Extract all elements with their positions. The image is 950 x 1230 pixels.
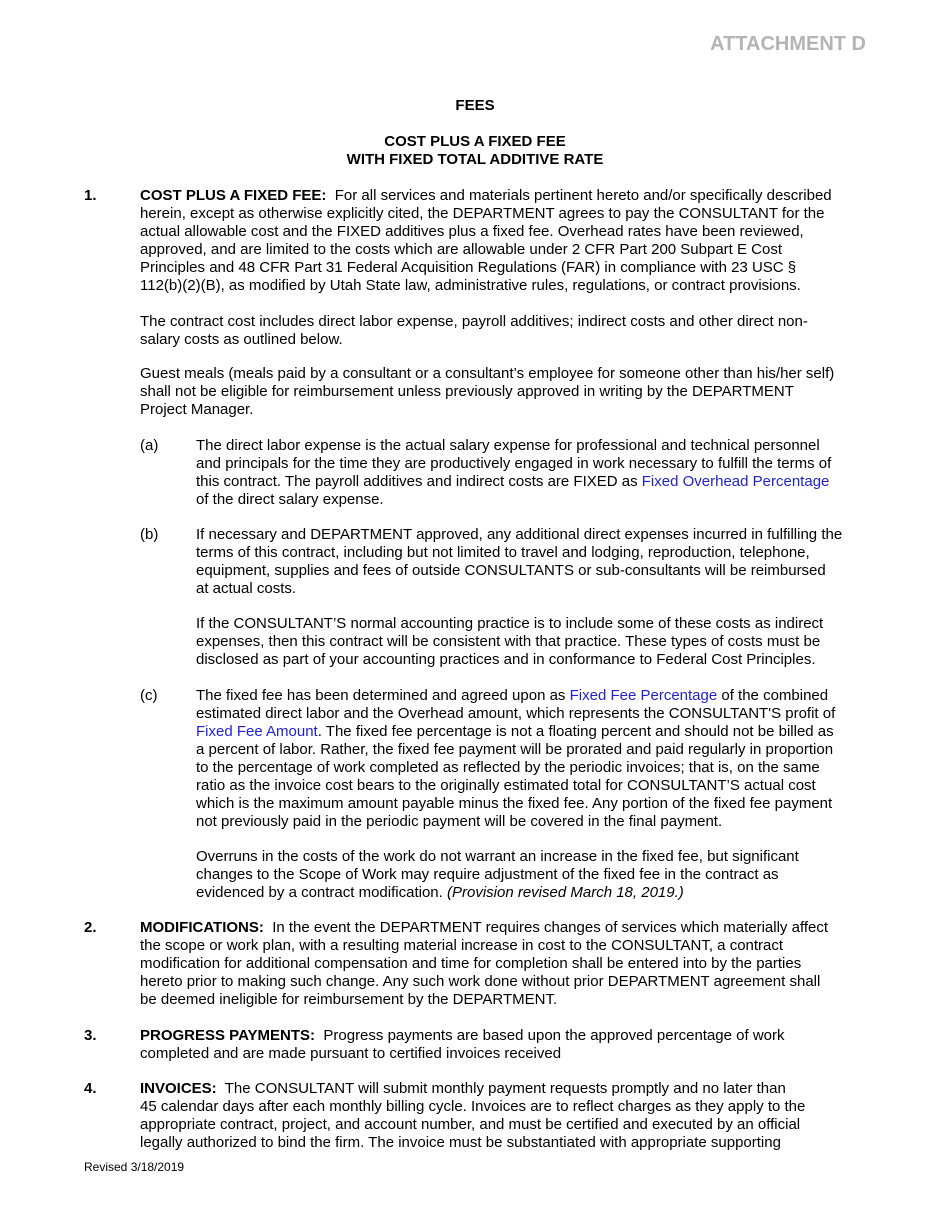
footer-revised-date: Revised 3/18/2019 (84, 1160, 185, 1174)
attachment-label: ATTACHMENT D (710, 33, 866, 55)
section-3-heading: PROGRESS PAYMENTS: (140, 1027, 316, 1044)
section-1-heading: COST PLUS A FIXED FEE: (140, 187, 327, 204)
section-3-number: 3. (84, 1027, 97, 1044)
section-1-paragraph: COST PLUS A FIXED FEE: For all services and materials pertinent hereto and/or specifically described herein, except as otherwise explicitly cited, the DEPARTMENT agrees to pay the CONSULTANT for the actual allowable cost and the FIXED additives plus a fixed fee. Overhead rates have been reviewed, approved, and are limited to the costs which are allowable under 2 CFR Part 200 Subpart E Cost Principles and 48 CFR Part 31 Federal Acquisition Regulations (FAR) in compliance with 23 USC § 112(b)(2)(B), as modified by Utah State law, administrative rules, regulations, or contract provisions. (140, 187, 832, 294)
section-2-heading: MODIFICATIONS: (140, 919, 264, 936)
fixed-fee-amount-field[interactable]: Fixed Fee Amount (196, 723, 318, 740)
section-4-paragraph: INVOICES: The CONSULTANT will submit monthly payment requests promptly and no later than 45 calendar days after each monthly billing cycle. Invoices are to reflect charges as they apply to the appropriate contract, project, and account number, and must be certified and executed by an official legally authorized to bind the firm. The invoice must be substantiated with appropriate supporting (140, 1080, 806, 1151)
section-4-heading: INVOICES: (140, 1080, 217, 1097)
item-c-paragraph: The fixed fee has been determined and agreed upon as Fixed Fee Percentage of the combined estimated direct labor and the Overhead amount, which represents the CONSULTANT'S profit of Fixed Fee Amount. The fixed fee percentage is not a floating percent and should not be billed as a percent of labor. Rather, the fixed fee payment will be prorated and paid regularly in proportion to the percentage of work completed as reflected by the periodic invoices; that is, on the same ratio as the invoice cost bears to the originally estimated total for CONSULTANT’S actual cost which is the maximum amount payable minus the fixed fee. Any portion of the fixed fee payment not previously paid in the periodic payment will be covered in the final payment. (196, 687, 836, 830)
item-c-label: (c) (140, 687, 158, 704)
fixed-fee-percentage-field[interactable]: Fixed Fee Percentage (569, 687, 718, 704)
accounting-practice-paragraph: If the CONSULTANT’S normal accounting practice is to include some of these costs as indirect expenses, then this contract will be consistent with that practice. These types of costs must be disclosed as part of your accounting practices and in conformance to Federal Cost Principles. (196, 615, 824, 668)
section-1-number: 1. (84, 187, 97, 204)
section-2-number: 2. (84, 919, 97, 936)
section-3-paragraph: PROGRESS PAYMENTS: Progress payments are based upon the approved percentage of work completed and are made pursuant to certified invoices received (140, 1027, 785, 1062)
section-4-number: 4. (84, 1080, 97, 1097)
subtitle-line-2: WITH FIXED TOTAL ADDITIVE RATE (346, 151, 604, 168)
provision-revised-note: (Provision revised March 18, 2019.) (446, 884, 684, 901)
section-2-paragraph: MODIFICATIONS: In the event the DEPARTMENT requires changes of services which materially affect the scope or work plan, with a resulting material increase in cost to the CONSULTANT, a contract modification for additional compensation and time for completion shall be entered into by the parties hereto prior to making such change. Any such work done without prior DEPARTMENT agreement shall be deemed ineligible for reimbursement by the DEPARTMENT. (140, 919, 829, 1008)
overruns-paragraph: Overruns in the costs of the work do not warrant an increase in the fixed fee, but significant changes to the Scope of Work may require adjustment of the fixed fee in the contract as evidenced by a contract modification. (Provision revised March 18, 2019.) (196, 848, 799, 901)
item-b-paragraph: If necessary and DEPARTMENT approved, any additional direct expenses incurred in fulfilling the terms of this contract, including but not limited to travel and lodging, reproduction, telephone, equipment, supplies and fees of outside CONSULTANTS or sub-consultants will be reimbursed at actual costs. (196, 526, 843, 597)
subtitle-line-1: COST PLUS A FIXED FEE (384, 133, 566, 150)
fixed-overhead-percentage-field[interactable]: Fixed Overhead Percentage (641, 473, 830, 490)
item-a-label: (a) (140, 437, 159, 454)
guest-meals-paragraph: Guest meals (meals paid by a consultant or a consultant’s employee for someone other than his/her self) shall not be eligible for reimbursement unless previously approved in writing by the DEPARTMENT Project Manager. (140, 365, 835, 418)
item-a-paragraph: The direct labor expense is the actual salary expense for professional and technical personnel and principals for the time they are productively engaged in work necessary to fulfill the terms of this contract. The payroll additives and indirect costs are FIXED as Fixed Overhead Percentage of the direct salary expense. (196, 437, 832, 508)
item-b-label: (b) (140, 526, 159, 543)
page-title: FEES (455, 97, 495, 114)
contract-cost-paragraph: The contract cost includes direct labor expense, payroll additives; indirect costs and other direct non- salary costs as outlined below. (140, 313, 808, 348)
